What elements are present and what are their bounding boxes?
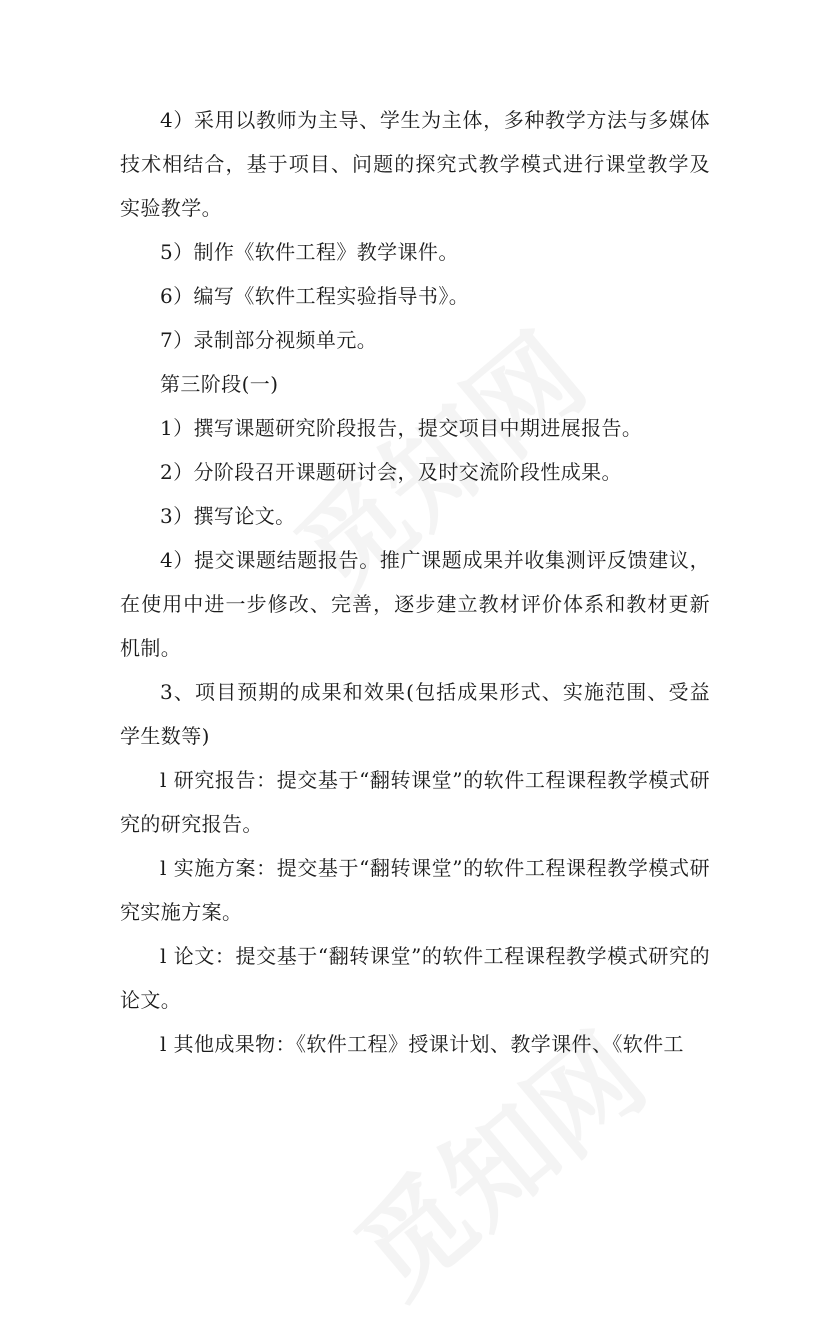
paragraph: 1）撰写课题研究阶段报告，提交项目中期进展报告。 [160,416,643,440]
list-item: l 论文：提交基于“翻转课堂”的软件工程课程教学模式研究的论文。 [120,944,710,1012]
paragraph: 7）录制部分视频单元。 [160,328,378,352]
list-item: l 其他成果物：《软件工程》授课计划、教学课件、《软件工 [160,1032,684,1056]
paragraph: 6）编写《软件工程实验指导书》。 [160,284,470,308]
paragraph: 5）制作《软件工程》教学课件。 [160,240,459,264]
document-body [120,98,710,1066]
section-heading: 第三阶段(一) [160,372,279,396]
list-item: l 实施方案：提交基于“翻转课堂”的软件工程课程教学模式研究实施方案。 [120,856,710,924]
paragraph: 4）采用以教师为主导、学生为主体，多种教学方法与多媒体技术相结合，基于项目、问题的探究式教学模式进行课堂教学及实验教学。 [120,108,710,220]
section-heading: 3、项目预期的成果和效果(包括成果形式、实施范围、受益学生数等) [120,680,710,748]
paragraph: 3）撰写论文。 [160,504,296,528]
paragraph: 2）分阶段召开课题研讨会，及时交流阶段性成果。 [160,460,622,484]
paragraph: 4）提交课题结题报告。推广课题成果并收集测评反馈建议，在使用中进一步修改、完善，逐步建立教材评价体系和教材更新机制。 [120,548,710,660]
list-item: l 研究报告：提交基于“翻转课堂”的软件工程课程教学模式研究的研究报告。 [120,768,710,836]
